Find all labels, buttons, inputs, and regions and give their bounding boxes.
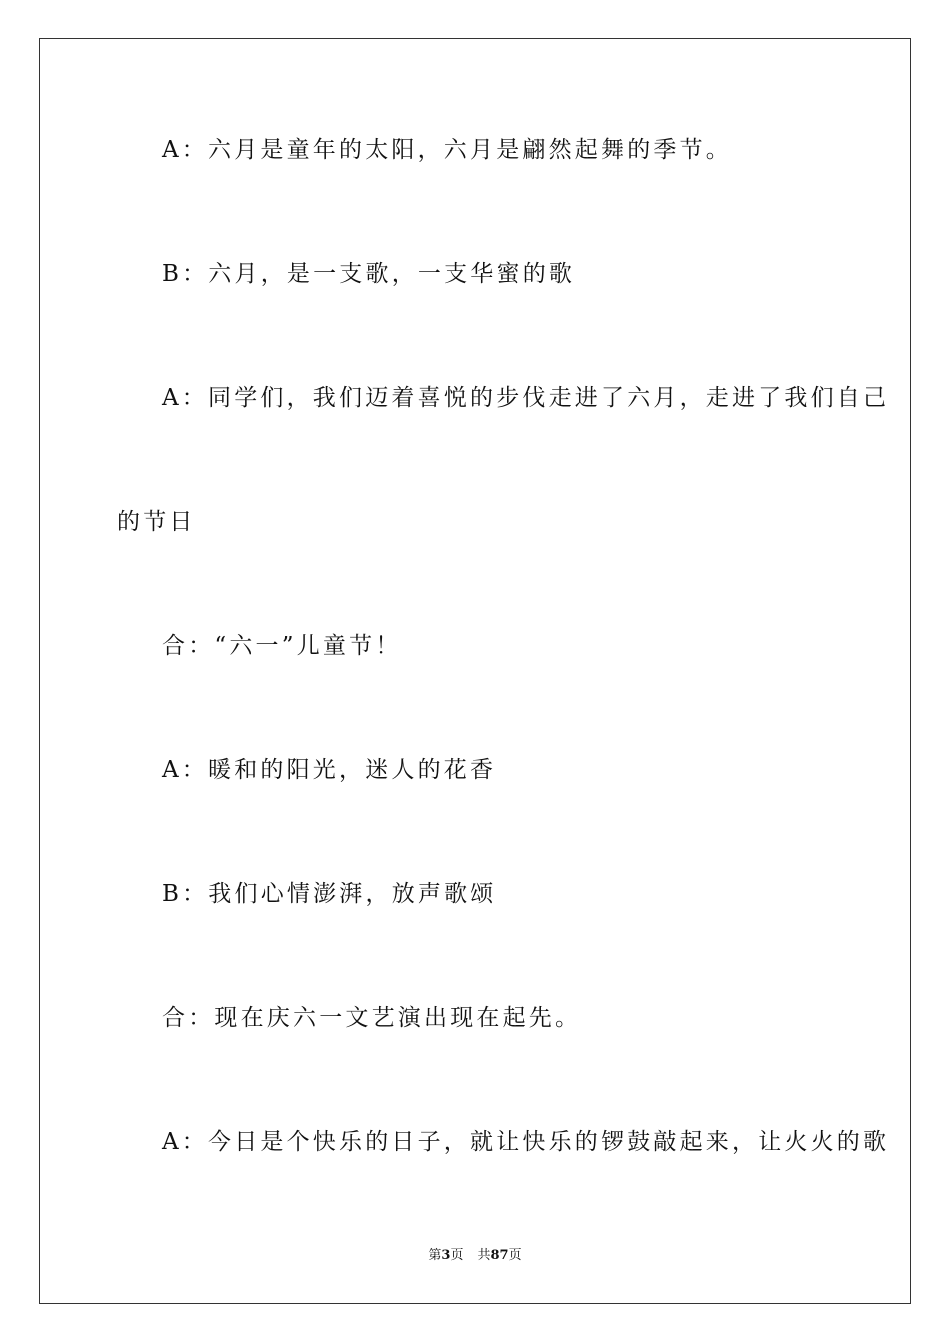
text-line-1: A：六月是童年的太阳，六月是翩然起舞的季节。	[162, 137, 733, 163]
page-border	[39, 38, 911, 1304]
text-line-7: B：我们心情澎湃，放声歌颂	[162, 881, 497, 907]
total-prefix: 共	[477, 1248, 491, 1263]
page-prefix: 第	[428, 1248, 442, 1263]
page-suffix: 页	[450, 1248, 464, 1263]
total-pages: 87	[490, 1248, 509, 1263]
text-line-3: A：同学们，我们迈着喜悦的步伐走进了六月，走进了我们自己	[162, 385, 890, 411]
total-suffix: 页	[508, 1248, 522, 1263]
text-line-6: A：暖和的阳光，迷人的花香	[162, 757, 497, 783]
text-line-5: 合：“六一”儿童节！	[162, 633, 402, 659]
text-line-9: A：今日是个快乐的日子，就让快乐的锣鼓敲起来，让火火的歌	[162, 1129, 890, 1155]
page-number: 3	[441, 1248, 451, 1263]
text-line-2: B：六月，是一支歌，一支华蜜的歌	[162, 261, 576, 287]
text-line-4: 的节日	[117, 509, 196, 535]
page-footer	[0, 1247, 950, 1265]
text-line-8: 合：现在庆六一文艺演出现在起先。	[162, 1005, 582, 1031]
